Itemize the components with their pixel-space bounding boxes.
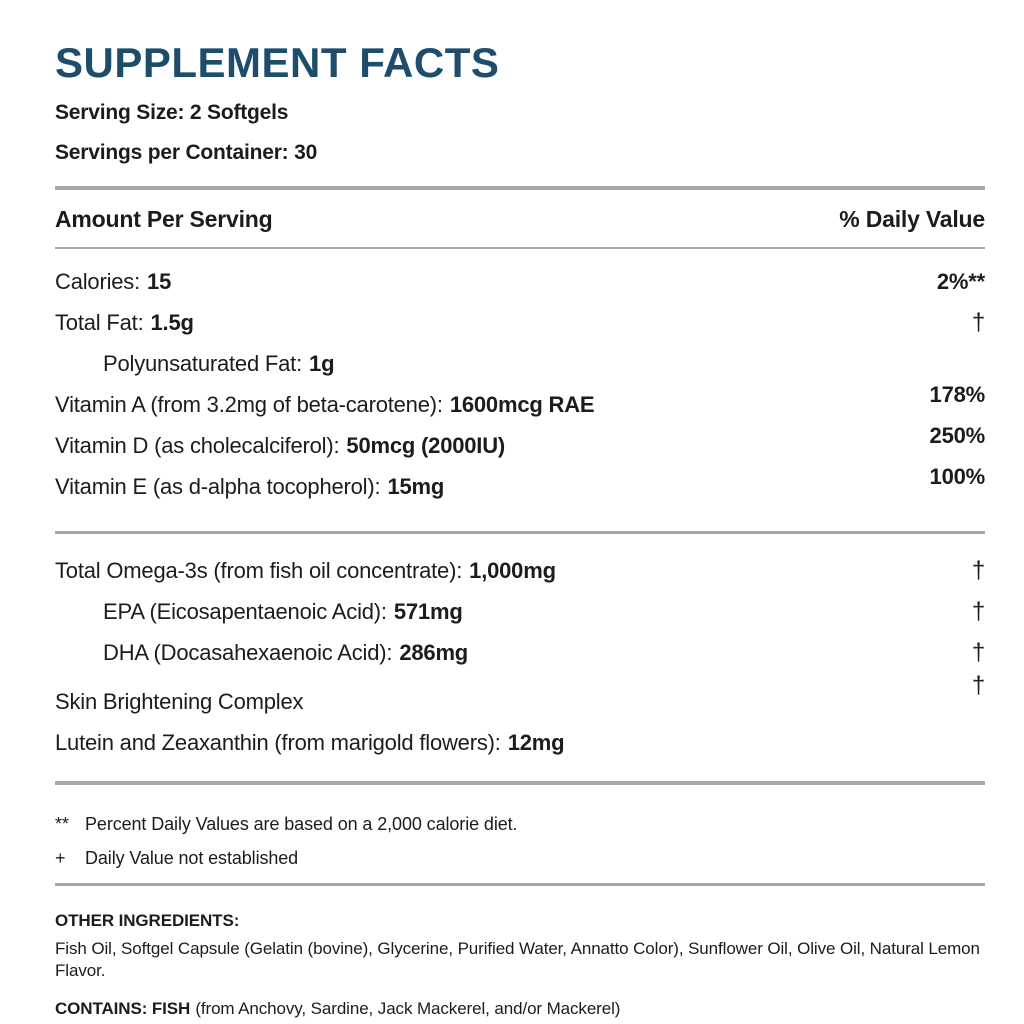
nutrient-amount: 1g	[309, 350, 335, 376]
serving-size-label: Serving Size:	[55, 101, 185, 124]
nutrient-amount: 1.5g	[150, 309, 194, 335]
daily-value: 100%	[929, 463, 985, 489]
nutrient-name: Vitamin D (as cholecalciferol):	[55, 432, 340, 458]
nutrient-amount: 1,000mg	[469, 557, 556, 583]
allergen-statement	[55, 998, 985, 1020]
other-ingredients-section	[55, 886, 985, 1020]
nutrient-amount: 50mcg (2000IU)	[346, 432, 506, 458]
amount-per-serving-header: Amount Per Serving	[55, 206, 273, 232]
nutrient-label	[55, 599, 463, 625]
nutrient-name: Total Fat:	[55, 309, 144, 335]
nutrient-section-2	[55, 534, 985, 781]
serving-size-value: 2 Softgels	[189, 101, 289, 124]
supplement-facts-panel	[55, 39, 985, 1020]
daily-value-dagger-icon: †	[971, 308, 985, 336]
nutrient-label	[55, 558, 556, 584]
row-epa	[55, 591, 985, 632]
footnote-marker: **	[55, 814, 69, 834]
table-header-row	[55, 190, 985, 247]
nutrient-name: DHA (Docasahexaenoic Acid):	[103, 639, 393, 665]
daily-value-dagger-icon: †	[971, 556, 985, 584]
servings-per-container-line	[55, 140, 985, 166]
row-dha	[55, 632, 985, 673]
daily-value-dagger-icon: †	[971, 671, 985, 699]
nutrient-name: Lutein and Zeaxanthin (from marigold flowers):	[55, 729, 501, 755]
nutrient-label	[55, 474, 444, 500]
nutrient-name: Vitamin E (as d-alpha tocopherol):	[55, 473, 381, 499]
serving-size-line	[55, 100, 985, 126]
nutrient-name: Polyunsaturated Fat:	[103, 350, 303, 376]
daily-value: 178%	[929, 381, 985, 407]
nutrient-label	[55, 392, 594, 418]
daily-value-header: % Daily Value	[839, 206, 985, 232]
nutrient-label	[55, 310, 194, 336]
nutrient-label	[55, 640, 468, 666]
row-vitamin-d	[55, 422, 985, 466]
contains-heading: CONTAINS: FISH	[55, 999, 191, 1018]
nutrient-label	[55, 351, 334, 377]
row-vitamin-a	[55, 381, 985, 425]
nutrient-amount: 12mg	[507, 729, 565, 755]
nutrient-amount: 1600mcg RAE	[449, 391, 595, 417]
nutrient-name: Vitamin A (from 3.2mg of beta-carotene):	[55, 391, 443, 417]
row-vitamin-e	[55, 463, 985, 507]
footnote-marker: +	[55, 848, 66, 868]
other-ingredients-list: Fish Oil, Softgel Capsule (Gelatin (bovine), Glycerine, Purified Water, Annatto Color), Sunflower Oil, Olive Oil, Natural Lemon Flavor.	[55, 939, 980, 980]
nutrient-name: Skin Brightening Complex	[55, 688, 304, 714]
daily-value: 250%	[929, 422, 985, 448]
contains-detail: (from Anchovy, Sardine, Jack Mackerel, and/or Mackerel)	[195, 999, 621, 1018]
nutrient-amount: 286mg	[399, 639, 469, 665]
footnotes	[55, 785, 985, 883]
row-polyunsaturated-fat	[55, 343, 985, 384]
nutrient-label	[55, 730, 564, 756]
footnote-text: Daily Value not established	[85, 848, 299, 868]
nutrient-amount: 15mg	[387, 473, 445, 499]
servings-per-container-label: Servings per Container:	[55, 141, 289, 164]
panel-title: SUPPLEMENT FACTS	[55, 39, 500, 86]
other-ingredients-heading: OTHER INGREDIENTS:	[55, 911, 240, 930]
nutrient-amount: 571mg	[393, 598, 463, 624]
servings-per-container-value: 30	[294, 141, 318, 164]
nutrient-label	[55, 269, 171, 295]
nutrient-name: Total Omega-3s (from fish oil concentrate):	[55, 557, 463, 583]
nutrient-amount: 15	[147, 268, 172, 294]
row-total-fat	[55, 302, 985, 343]
daily-value: 2%**	[936, 268, 985, 294]
row-lutein-zeaxanthin	[55, 722, 985, 763]
row-total-omega-3s	[55, 550, 985, 591]
nutrient-label	[55, 689, 310, 715]
daily-value-dagger-icon: †	[971, 638, 985, 666]
footnote-text: Percent Daily Values are based on a 2,000 calorie diet.	[85, 814, 518, 834]
row-skin-brightening-complex	[55, 671, 985, 722]
nutrient-section-1	[55, 249, 985, 531]
footnote-not-established	[55, 845, 985, 871]
nutrient-name: EPA (Eicosapentaenoic Acid):	[103, 598, 387, 624]
nutrient-label	[55, 433, 505, 459]
row-calories	[55, 261, 985, 302]
nutrient-name: Calories:	[55, 268, 141, 294]
footnote-daily-values	[55, 811, 985, 837]
daily-value-dagger-icon: †	[971, 597, 985, 625]
